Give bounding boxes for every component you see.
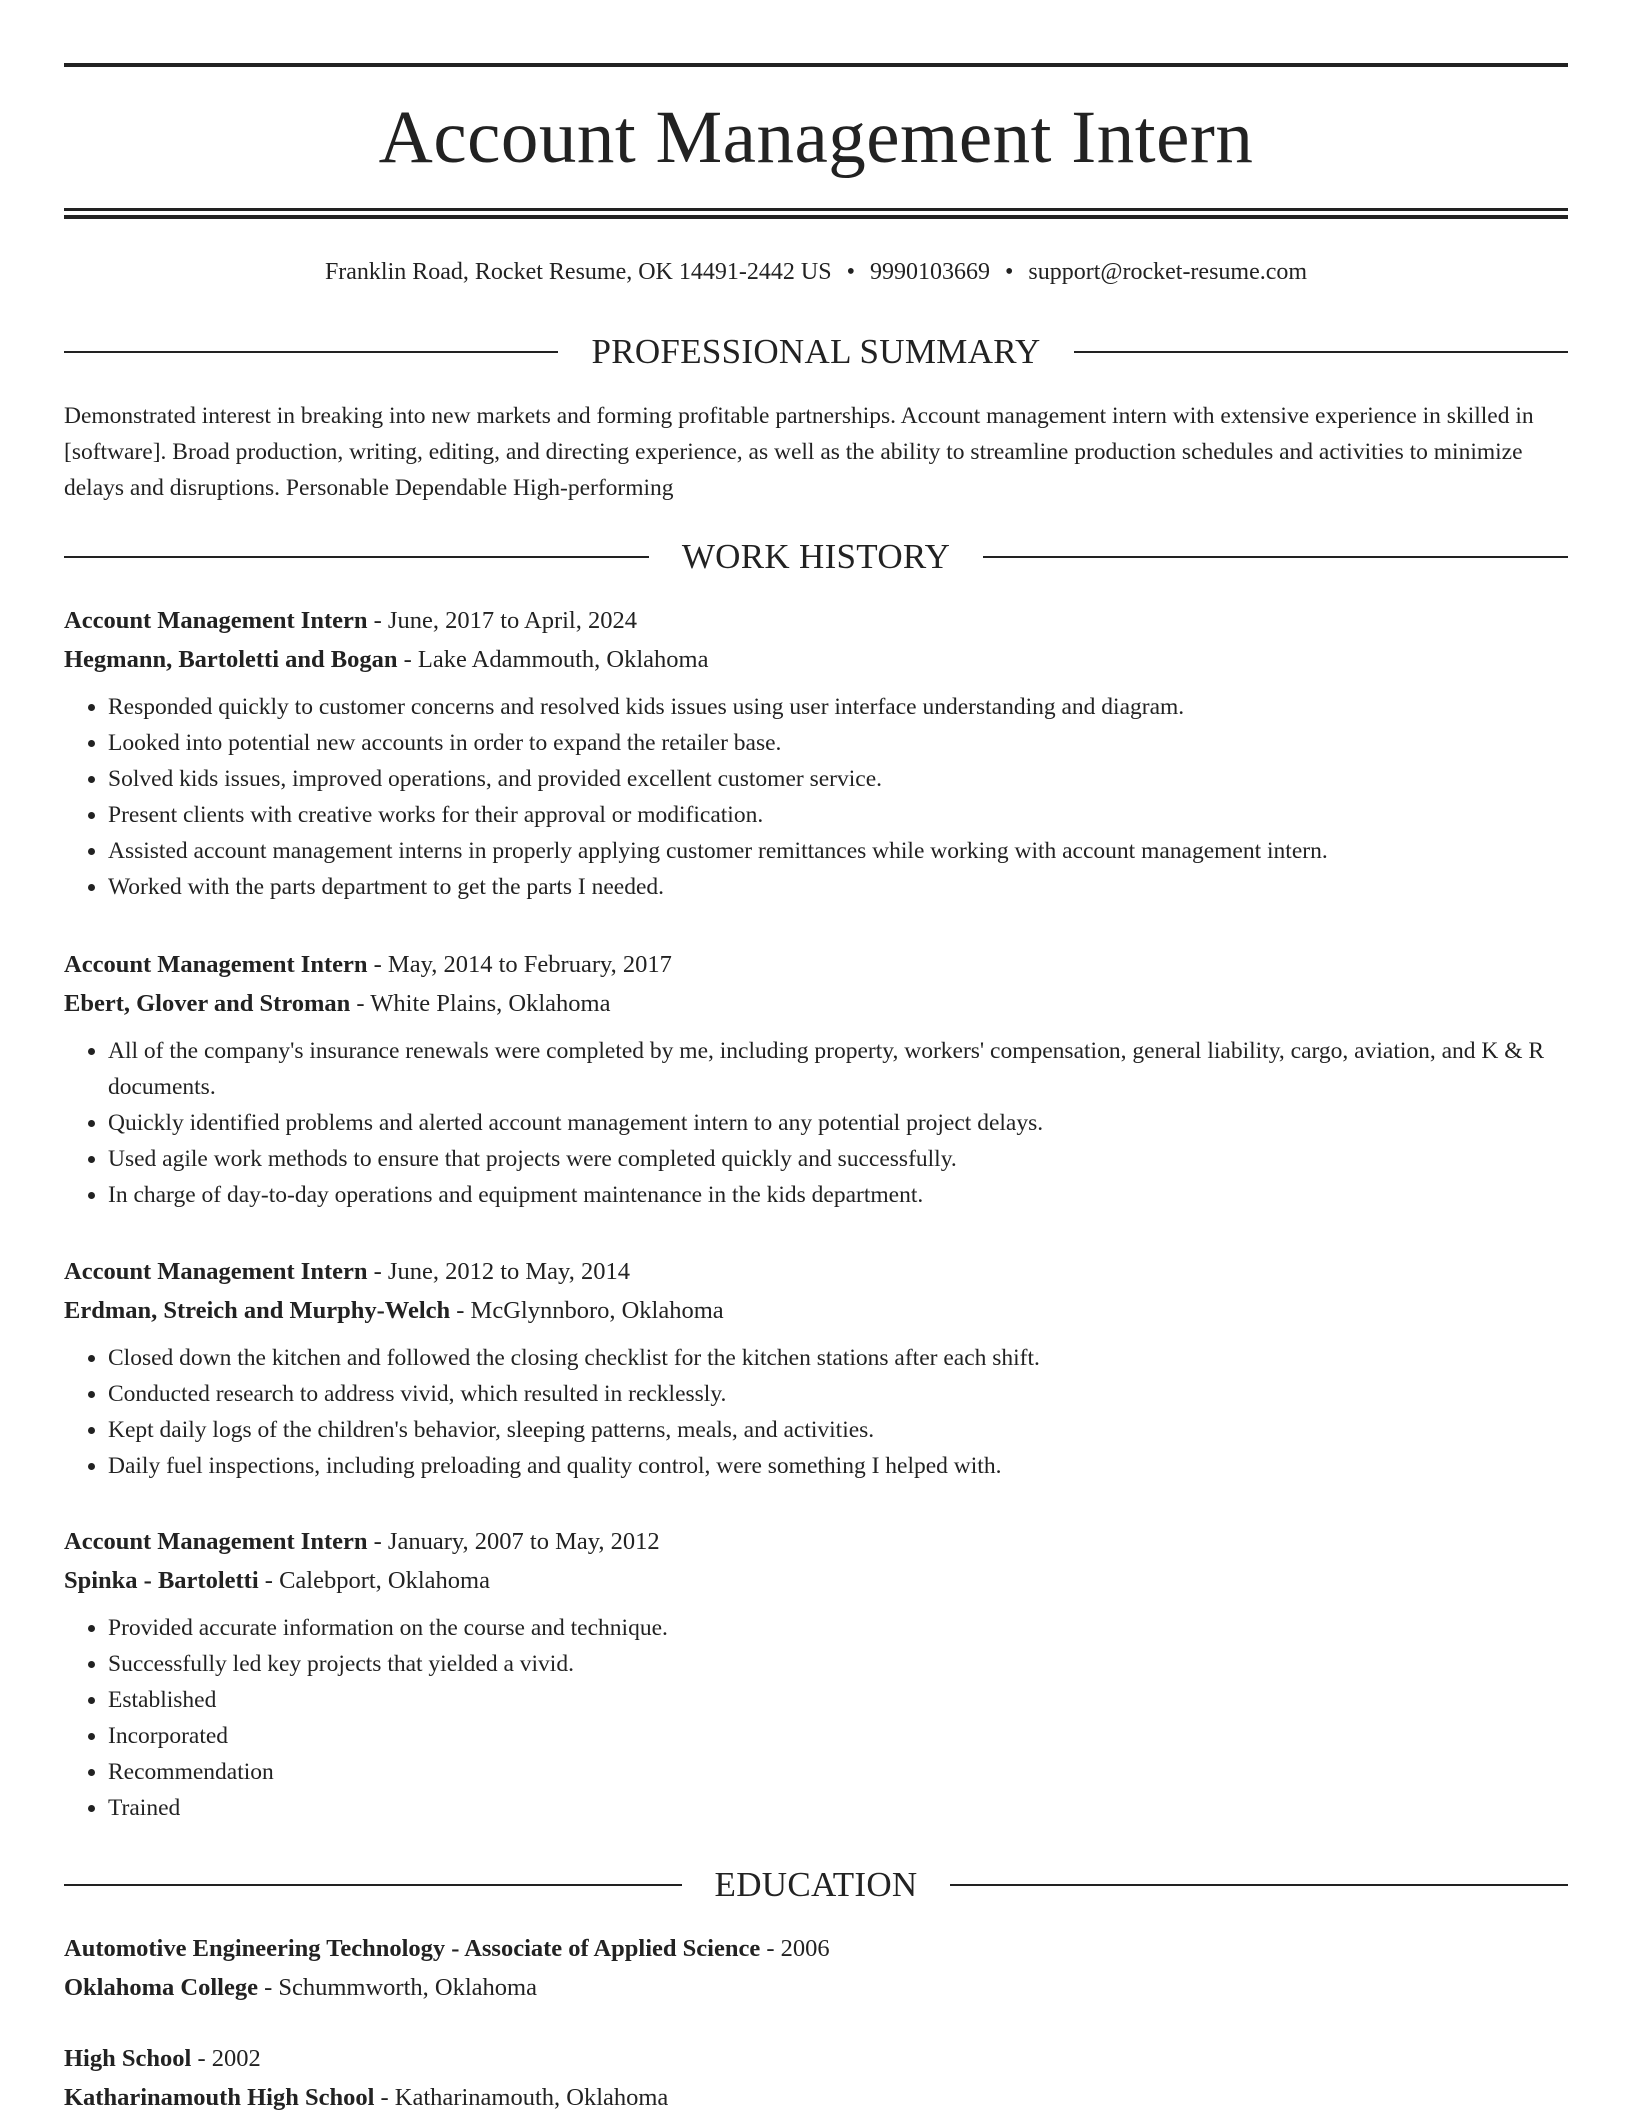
job-location: - Calebport, Oklahoma (258, 1567, 490, 1594)
contact-separator: • (1004, 259, 1014, 285)
education-school-line (64, 1968, 1568, 2007)
contact-phone: 9990103669 (869, 259, 990, 285)
section-rule-right (1074, 351, 1568, 353)
job-bullet-list (64, 1340, 1568, 1484)
job-bullet: • All of the company's insurance renewals were completed by me, including property, workers' compensation, general liability, cargo, aviation, and K & R documents. (108, 1033, 1568, 1105)
education-entry (64, 1929, 1568, 2007)
job-bullet: • Recommendation (108, 1754, 1568, 1790)
job-bullet: • Looked into potential new accounts in order to expand the retailer base. (108, 725, 1568, 761)
header-double-rule-upper (64, 208, 1568, 211)
section-rule-right (950, 1884, 1568, 1886)
job-location: - McGlynnboro, Oklahoma (450, 1297, 724, 1324)
job-dates: - June, 2017 to April, 2024 (367, 607, 637, 634)
job-title-line (64, 1252, 1568, 1291)
section-rule-left (64, 351, 558, 353)
job-bullet: • Provided accurate information on the course and technique. (108, 1610, 1568, 1646)
education-year: - 2002 (191, 2045, 261, 2072)
section-header-work (64, 535, 1568, 579)
education-school: Oklahoma College (64, 1974, 258, 2001)
job-entry (64, 601, 1568, 905)
job-company-line (64, 984, 1568, 1023)
job-bullet: • Conducted research to address vivid, which resulted in recklessly. (108, 1376, 1568, 1412)
resume-name-title: Account Management Intern (378, 96, 1254, 179)
section-rule-right (983, 556, 1568, 558)
job-location: - White Plains, Oklahoma (350, 990, 611, 1017)
education-location: - Katharinamouth, Oklahoma (374, 2084, 669, 2111)
education-entry (64, 2039, 1568, 2117)
section-rule-left (64, 1884, 682, 1886)
section-title-work: WORK HISTORY (681, 537, 951, 576)
job-bullet: • Successfully led key projects that yielded a vivid. (108, 1646, 1568, 1682)
job-bullet: • Worked with the parts department to get the parts I needed. (108, 869, 1568, 905)
job-bullet: • Trained (108, 1790, 1568, 1826)
education-degree-line (64, 2039, 1568, 2078)
education-degree: Automotive Engineering Technology - Associate of Applied Science (64, 1935, 761, 1962)
header-double-rule-lower (64, 215, 1568, 219)
job-title: Account Management Intern (64, 1258, 368, 1285)
education-location: - Schummworth, Oklahoma (257, 1974, 537, 2001)
job-title-line (64, 945, 1568, 984)
summary-paragraph: Demonstrated interest in breaking into new markets and forming profitable partnerships. Account management intern with extensive experience in skilled in [software]. Broad production, writing, editing, and directing experience, as well as the ability to streamline production schedules and activities to minimize delays and disruptions. Personable Dependable High-performing (64, 403, 1534, 501)
job-bullet: • Kept daily logs of the children's behavior, sleeping patterns, meals, and activities. (108, 1412, 1568, 1448)
job-bullet-list (64, 1610, 1568, 1826)
job-bullet: • Assisted account management interns in properly applying customer remittances while working with account management intern. (108, 833, 1568, 869)
contact-line (64, 252, 1568, 292)
section-header-summary (64, 330, 1568, 374)
job-dates: - June, 2012 to May, 2014 (367, 1258, 630, 1285)
job-dates: - May, 2014 to February, 2017 (367, 951, 672, 978)
section-title-summary: PROFESSIONAL SUMMARY (591, 332, 1041, 371)
job-company: Ebert, Glover and Stroman (64, 990, 351, 1017)
job-company: Erdman, Streich and Murphy-Welch (64, 1297, 451, 1324)
header-top-rule (64, 63, 1568, 67)
job-company: Spinka - Bartoletti (64, 1567, 259, 1594)
section-rule-left (64, 556, 649, 558)
education-school-line (64, 2078, 1568, 2117)
job-entry (64, 1252, 1568, 1484)
section-title-education: EDUCATION (714, 1865, 918, 1904)
contact-email: support@rocket-resume.com (1028, 259, 1308, 285)
job-title: Account Management Intern (64, 951, 368, 978)
job-bullet: • Solved kids issues, improved operations, and provided excellent customer service. (108, 761, 1568, 797)
job-bullet: • Responded quickly to customer concerns and resolved kids issues using user interface understanding and diagram. (108, 689, 1568, 725)
job-title: Account Management Intern (64, 607, 368, 634)
job-bullet: • Established (108, 1682, 1568, 1718)
job-company: Hegmann, Bartoletti and Bogan (64, 646, 398, 673)
job-bullet-list (64, 689, 1568, 905)
job-company-line (64, 1561, 1568, 1600)
job-location: - Lake Adammouth, Oklahoma (397, 646, 709, 673)
education-year: - 2006 (760, 1935, 830, 1962)
job-bullet: • Used agile work methods to ensure that projects were completed quickly and successfully. (108, 1141, 1568, 1177)
contact-separator: • (846, 259, 855, 285)
job-bullet: • Quickly identified problems and alerted account management intern to any potential project delays. (108, 1105, 1568, 1141)
job-company-line (64, 1291, 1568, 1330)
job-company-line (64, 640, 1568, 679)
job-title: Account Management Intern (64, 1528, 368, 1555)
job-entry (64, 945, 1568, 1213)
job-bullet: • Closed down the kitchen and followed the closing checklist for the kitchen stations after each shift. (108, 1340, 1568, 1376)
job-bullet-list (64, 1033, 1568, 1213)
section-header-education (64, 1863, 1568, 1907)
job-dates: - January, 2007 to May, 2012 (367, 1528, 660, 1555)
job-title-line (64, 601, 1568, 640)
job-bullet: • Daily fuel inspections, including preloading and quality control, were something I helped with. (108, 1448, 1568, 1484)
education-degree: High School (64, 2045, 192, 2072)
job-bullet: • In charge of day-to-day operations and equipment maintenance in the kids department. (108, 1177, 1568, 1213)
job-bullet: • Incorporated (108, 1718, 1568, 1754)
contact-address: Franklin Road, Rocket Resume, OK 14491-2442 US (324, 259, 832, 285)
job-entry (64, 1522, 1568, 1826)
education-school: Katharinamouth High School (64, 2084, 375, 2111)
education-degree-line (64, 1929, 1568, 1968)
job-title-line (64, 1522, 1568, 1561)
job-bullet: • Present clients with creative works for their approval or modification. (108, 797, 1568, 833)
